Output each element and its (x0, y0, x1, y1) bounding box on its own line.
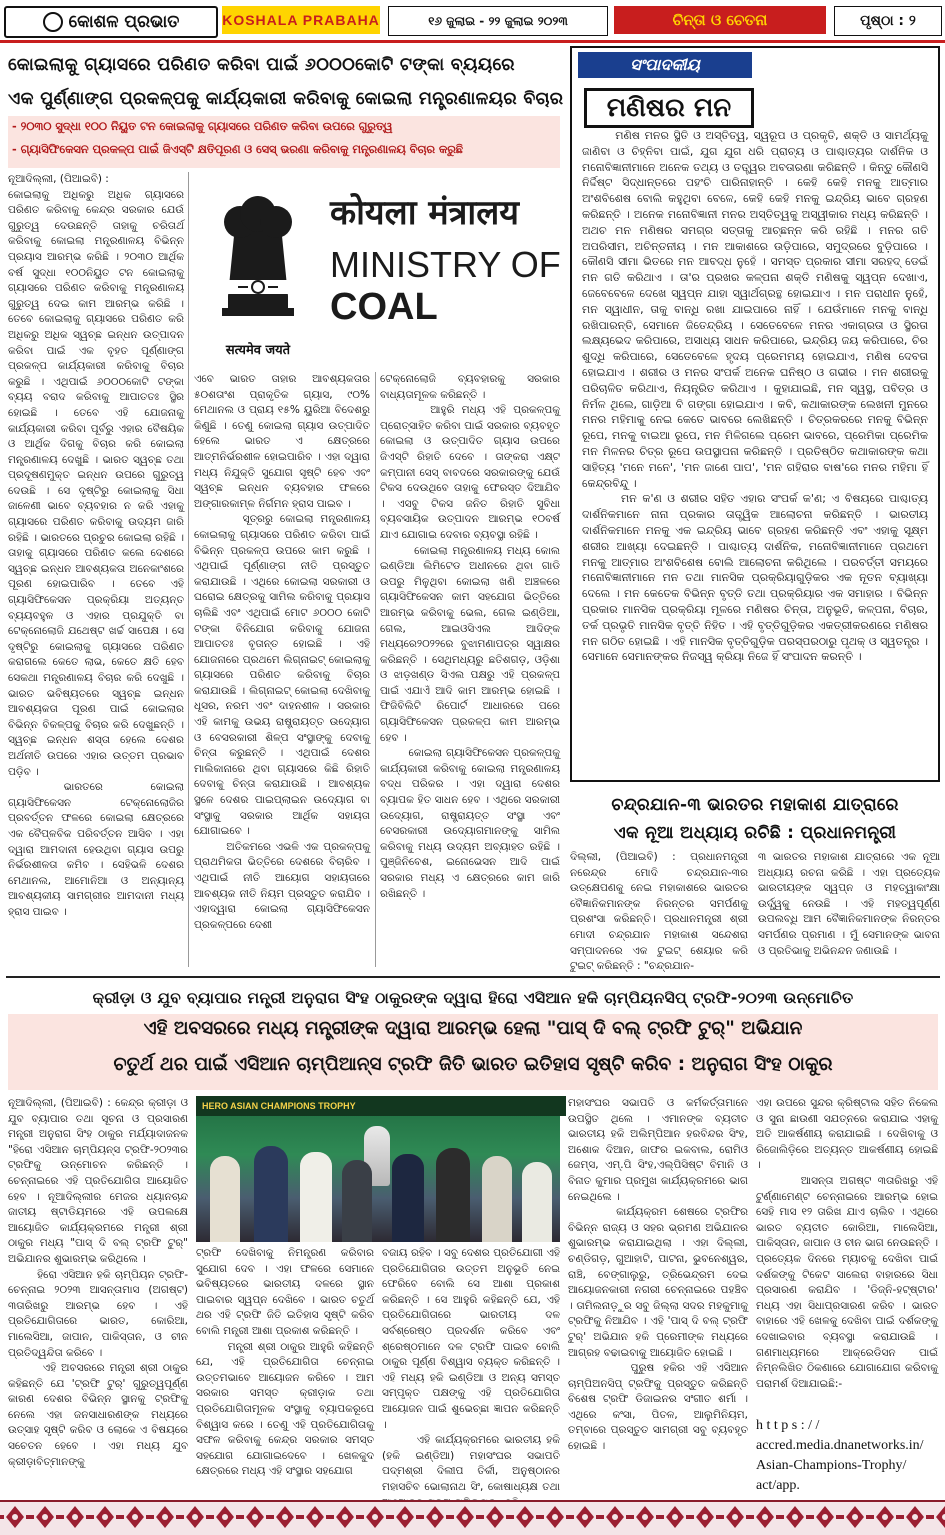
chandrayaan-headline-2: ଏକ ନୂଆ ଅଧ୍ୟାୟ ରଚିଛି : ପ୍ରଧାନମନ୍ତ୍ରୀ (613, 823, 897, 843)
hockey-column-2: ଟ୍ରଫି ଦେଖିବାକୁ ନିମନ୍ତ୍ରଣ କରିବାର ସୁଯୋଗ ଦେବ । ଏହା ଫଳରେ ସେମାନେ ଭବିଷ୍ୟତରେ ଭାରତୀୟ ଦଳରେ ସ୍ଥାନ ପାଇବାର ସ୍ୱପ୍ନ ଦେଖିବେ । ଭାରତ ଚତୁର୍ଥ ଥର ଏହି ଟ୍ରଫି ଜିତି ଇତିହାସ ସୃଷ୍ଟି କରିବ ବୋଲି ମନ୍ତ୍ରୀ ଆଶା ପ୍ରକାଶ କରିଛନ୍ତି । ମନ୍ତ୍ରୀ ଶ୍ରୀ ଠାକୁର ଆହୁରି କହିଛନ୍ତି ଯେ, ଏହି ପ୍ରତିଯୋଗିତା ଚେନ୍ନାଇ ଉତ୍ତମଭାବେ ଆୟୋଜନ କରିବେ । ଆମ ସରକାର ସମସ୍ତ କ୍ରୀଡ଼ାକ ତଥା ପ୍ରତିଯୋଗିତାମୂଳକ ସଂସ୍ଥାକୁ ବ୍ୟାପକରୂପେ ବିଶ୍ୱାସ କରେ । ତେଣୁ ଏହି ପ୍ରତିଯୋଗିତାକୁ ସଫଳ କରିବାକୁ କେନ୍ଦ୍ର ସରକାର ସମସ୍ତ ସହଯୋଗ ଯୋଗାଇଦେବେ । ଖେଳକୁଦ କ୍ଷେତ୍ରରେ ମଧ୍ୟ ଏହି ସଂସ୍ଥାର ସହଯୋଗ (196, 1247, 374, 1478)
lead-bullet-2: - ଗ୍ୟାସିଫିକେସନ ପ୍ରକଳ୍ପ ପାଇଁ ଜିଏସ୍ଟି କ୍ଷତିପୂରଣ ଓ ସେସ୍ ଭରଣା କରିବାକୁ ମନ୍ତ୍ରଣାଳୟ ବିଚାର କରୁଛି (12, 143, 463, 156)
logo-english-line-2: COAL (330, 286, 438, 328)
ashoka-emblem-icon (198, 176, 318, 336)
logo-english-line-1: MINISTRY OF (330, 244, 561, 285)
person-figure (254, 1146, 288, 1242)
border-motif-icon (0, 1502, 945, 1533)
accreditation-link-line: Asian-Champions-Trophy/ (756, 1458, 907, 1473)
person-figure (210, 1156, 240, 1242)
editorial-box (570, 46, 940, 782)
editorial-title: ମଣିଷର ମନ (584, 88, 754, 128)
photo-banner: HERO ASIAN CHAMPIONS TROPHY (196, 1096, 566, 1116)
hockey-column-4: ମହାସଂଘର ସଭାପତି ଓ କର୍ମକର୍ତ୍ତାମାନେ ଉପସ୍ଥିତ ଥିଲେ । ଏମାନଙ୍କ ବ୍ୟତୀତ ଭାରତୀୟ ହକି ଅଲିମ୍ପିଆନ ହରବିନ୍ଦର ସିଂହ, ଅଶୋକ ଦିଆନ, ଜାଫର ଇକବାଲ, ରୋମିଓ ଜେମ୍ସ, ଏମ୍.ପି ସିଂହ,ଏଲ୍‌ପିସିଷ୍ଟ ବିମାନି ଓ ବିନାତ କୁମାର ପ୍ରମୁଖ କାର୍ଯ୍ୟକ୍ରମରେ ଭାଗ ନେଇଥିଲେ । କାର୍ଯ୍ୟକ୍ରମ ଶେଷରେ ଟ୍ରଫିର ବିଭିନ୍ନ ରାଜ୍ୟ ଓ ସହର ଭ୍ରମଣ ଅଭିଯାନର ଶୁଭାରମ୍ଭ କରାଯାଇଥିଲା । ଏହା ଦିଲ୍ଲୀ, ଚଣ୍ଡିଗଡ଼, ଗୁଆହାଟି, ପାଟନା, ଭୁବନେଶ୍ୱର, ରାଞ୍ଚି, ବେଙ୍ଗାଲୁରୁ, ତ୍ରିଭେନ୍ଦ୍ରମ ଦେଇ ଆୟୋଜନକାରୀ ନଗରୀ ଚେନ୍ନାଇରେ ପହଞ୍ଚିବ । ତାମିଲନାଡ଼ୁର ସବୁ ଜିଲ୍ଲା ସଦର ମହକୁମାକୁ ଟ୍ରଫିକୁ ନିଆଯିବ । ଏହି 'ପାସ୍ ଦି ବଲ୍ ଟ୍ରଫି ଟୁର୍' ଅଭିଯାନ ହକି ପ୍ରେମୀଙ୍କ ମଧ୍ୟରେ ଆଗ୍ରହ ବଢାଇବାକୁ ଆୟୋଜିତ ହୋଇଛି । ପୁରୁଷ ହକିର ଏହି ଏସିଆନ ଚାମ୍ପିଅନସିପ୍ ଟ୍ରଫିକୁ ପ୍ରସ୍ତୁତ କରିଛନ୍ତି ବିଶେଷ ଟ୍ରଫି ଡିଜାଇନର ସଂଗୀତ ଶର୍ମା । ଏଥିରେ କଂସା, ପିତଳ, ଆଲୁମିନିୟମ, ତମ୍ବାରେ ପ୍ରସ୍ତୁତ ସାମଗ୍ରୀ ସବୁ ବ୍ୟବହୃତ ହୋଇଛି । (568, 1097, 748, 1453)
lead-bullet-1: - ୨୦୩୦ ସୁଦ୍ଧା ୧୦୦ ନିୟୁତ ଟନ କୋଇଲାକୁ ଗ୍ୟାସରେ ପରିଣତ କରିବା ଉପରେ ଗୁରୁତ୍ୱ (12, 120, 393, 133)
lead-headline-1: କୋଇଲାକୁ ଗ୍ୟାସରେ ପରିଣତ କରିବା ପାଇଁ ୬୦୦୦କୋଟି ଟଙ୍କା ବ୍ୟୟରେ (8, 55, 515, 75)
section-name: ଚିନ୍ତା ଓ ଚେତନା (614, 6, 826, 34)
masthead (0, 0, 945, 43)
decorative-border (0, 1500, 945, 1535)
hockey-headline: କ୍ରୀଡ଼ା ଓ ଯୁବ ବ୍ୟାପାର ମନ୍ତ୍ରୀ ଅନୁରାଗ ସିଂହ ଠାକୁରଙ୍କ ଦ୍ୱାରା ହିରୋ ଏସିଆନ ହକି ଚାମ୍ପିୟନସିପ୍ ଟ୍ରଫି-୨୦୨୩ ଉନ୍ମୋଚିତ (92, 989, 854, 1007)
person-figure (300, 1152, 332, 1242)
person-figure (392, 1154, 424, 1242)
hockey-column-5: ଏହା ଉପରେ ସୁନ୍ଦର କ୍ରିଷ୍ଟାଲ ସହିତ ନିକେଲ ଓ ସୁନା ଛାଉଣୀ ସଯତ୍ନରେ କରାଯାଇ ଏହାକୁ ଅତି ଆକର୍ଷଣୀୟ କରାଯାଇଛି । ଦେଖିବାକୁ ଓ ରିଜୋଲିଡ଼ିରେ ଅତ୍ୟନ୍ତ ଆକର୍ଷଣୀୟ ହୋଇଛି । ଆସନ୍ତା ଅଗଷ୍ଟ ୩ତାରିଖରୁ ଏହି ଟୁର୍ଣ୍ଣାମେଣ୍ଟ ଚେନ୍ନାଇରେ ଆରମ୍ଭ ହୋଇ ସେହି ମାସ ୧୨ ତାରିଖ ଯାଏ ଚାଲିବ । ଏଥିରେ ଭାରତ ବ୍ୟତୀତ କୋରିଆ, ମାଲେସିଆ, ପାକିସ୍ତାନ, ଜାପାନ ଓ ଚୀନ ଭାଗ ନେଉଛନ୍ତି । ପ୍ରତ୍ୟେକ ଦିନରେ ମ୍ୟାଚକୁ ଦେଖିବା ପାଇଁ ଦର୍ଶକଙ୍କୁ ଟିକେଟ ସାଲେରା ବାହାରରେ ସିଧା ପ୍ରସାରଣ କରାଯିବ । 'ଡିଜ୍ନି-ହଟ୍‌ଷ୍ଟାର' ମଧ୍ୟ ଏହା ସିଧାପ୍ରସାରଣ କରିବ । ଭାରତ ବାହାରେ ଏହି ଖେଳକୁ ଦେଖିବା ପାଇଁ ଦର୍ଶକଙ୍କୁ ଦେଖାଇବାର ବ୍ୟବସ୍ଥା କରାଯାଉଛି । ଗଣମାଧ୍ୟମରେ ଆକ୍ରେଡିସନ ପାଇଁ ନିମ୍ନଲିଖିତ ଠିକଣାରେ ଯୋଗାଯୋଗ କରିବାକୁ ପରାମର୍ଶ ଦିଆଯାଇଛି:- (756, 1097, 938, 1390)
lead-article-column-3: ଟେକ୍ନୋଲୋଜି ବ୍ୟବହାରକୁ ସରକାର ବାଧ୍ୟତାମୂଳକ କରିଛନ୍ତି । ଆହୁରି ମଧ୍ୟ ଏହି ପ୍ରକଳ୍ପକୁ ପ୍ରୋତ୍ସାହିତ କରିବା ପାଇଁ ସରକାର ବ୍ୟବହୃତ କୋଇଲା ଓ ଉତ୍ପାଦିତ ଗ୍ୟାସ ଉପରେ ଜିଏସ୍ଟି ରିହାତି ଦେବେ । ତାଙ୍କରା ଏକ୍ଷ୍ଟ କମ୍ପାନୀ ସେସ୍ ବାବଦରେ ସରକାରଙ୍କୁ ଯେଉଁ ଟିକସ ଦେଉଥିବେ ତାହାକୁ ଫେରସ୍ତ ଦିଆଯିବ । ଏସବୁ ଟିକସ ଜନିତ ରିହାତି ସୁବିଧା ବ୍ୟବସାୟିକ ଉତ୍ପାଦନ ଆରମ୍ଭ ୧୦ବର୍ଷ ଯାଏ ଯୋଗାଇ ଦେବାର ବ୍ୟବସ୍ଥା ରହିଛି । କୋଇଲା ମନ୍ତ୍ରଣାଳୟ ମଧ୍ୟ କୋଲ ଇଣ୍ଡିଆ ଲିମିଟେଡ ଅଧୀନରେ ଥିବା ଗାଡି ଉପରୁ ମିଳୁଥିବା କୋଇଲା ଖଣି ଅଞ୍ଚଳରେ ଗ୍ୟାସିଫିକେସନ କାମ ସହଯୋଗ ଭିତ୍ତିରେ ଆରମ୍ଭ କରିବାକୁ ଭେଲ, ଗେଲ ଇଣ୍ଡିଆ, ଗେଲ, ଆଇଓସିଏଲ ଆଦିଙ୍କ ମଧ୍ୟରେ୨୦୨୨ରେ ବୁଝାମଣାପତ୍ର ସ୍ୱାକ୍ଷର କରିଛନ୍ତି । ସେଥିମଧ୍ୟରୁ ଛତିଶଗଡ଼, ଓଡ଼ିଶା ଓ ଝାଡ଼ଖଣ୍ଡ ସିଏଲ ପକ୍ଷରୁ ଏହି ପ୍ରକଳ୍ପ ପାଇଁ ଏଯାଏଁ ଆଦି କାମ ଆରମ୍ଭ ହୋଇଛି । ଫିଜିବିଲିଟି ରିପୋର୍ଟ ଆଧାରରେ ପରେ ଗ୍ୟାସିଫିକେସନ ପ୍ରକଳ୍ପ କାମ ଆରମ୍ଭ ହେବ । କୋଇଲା ଗ୍ୟାସିଫିକେସନ ପ୍ରକଳ୍ପକୁ କାର୍ଯ୍ୟକାରୀ କରିବାକୁ କୋଇଲା ମନ୍ତ୍ରଣାଳୟ ବଦ୍ଧ ପରିକର । ଏହା ଦ୍ୱାରା ଦେଶର ବ୍ୟାପକ ହିତ ସାଧନ ହେବ । ଏଥିରେ ସରକାରୀ ଉଦ୍ୟୋଗ, ରାଷ୍ଟ୍ରାୟତ୍ତ ସଂସ୍ଥା ଏବଂ ବେସରକାରୀ ଉଦ୍ୟୋଗମାନଙ୍କୁ ସାମିଲ କରିବାକୁ ମଧ୍ୟ ଉଦ୍ୟମ ଅବ୍ୟାହତ ରହିଛି । ପୁଞ୍ଜିନିବେଶ, ଇନୋଭେସନ ଆଦି ପାଇଁ ସରକାର ମଧ୍ୟ ଏ କ୍ଷେତ୍ରରେ କାମ ଜାରି ରଖିଛନ୍ତି । (380, 373, 560, 900)
person-figure (522, 1162, 552, 1242)
person-figure (342, 1160, 372, 1242)
issue-date: ୧୬ ଜୁଲାଇ - ୨୨ ଜୁଲାଇ ୨୦୨୩ (388, 6, 608, 36)
english-title: KOSHALA PRABAHA (222, 6, 380, 34)
section-divider (6, 976, 940, 978)
newspaper-logo: କୋଶଳ ପ୍ରଭାତ (4, 6, 218, 38)
logo-icon (43, 12, 63, 32)
column-divider (188, 172, 189, 967)
lead-bullets (8, 116, 560, 168)
person-figure (482, 1156, 512, 1242)
ministry-of-coal-logo (190, 172, 562, 368)
accreditation-link-line: h t t p s : / / (756, 1418, 820, 1433)
lead-headline-2: ଏକ ପୁର୍ଣ୍ଣାଙ୍ଗ ପ୍ରକଳ୍ପକୁ କାର୍ଯ୍ୟକାରୀ କରିବାକୁ କୋଇଲା ମନ୍ତ୍ରଣାଳୟର ବିଚାର (8, 89, 564, 109)
hockey-subheadline-2: ଚତୁର୍ଥ ଥର ପାଇଁ ଏସିଆନ ଚାମ୍ପିଆନ୍ସ ଟ୍ରଫି ଜିତି ଭାରତ ଇତିହାସ ସୃଷ୍ଟି କରିବ : ଅନୁରାଗ ସିଂହ ଠାକୁର (113, 1054, 833, 1075)
lead-article-column-1: ନୂଆଦିଲ୍ଲୀ, (ପିଆଇବି) : କୋଇଲାକୁ ଅଧିକରୁ ଅଧିକ ଗ୍ୟାସରେ ପରିଣତ କରିବାକୁ କେନ୍ଦ୍ର ସରକାର ଯେଉଁ ଗୁରୁତ୍ୱ ଦେଉଛନ୍ତି ତାହାକୁ ଚରିତାର୍ଥ କରିବାକୁ କୋଇଲା ମନ୍ତ୍ରଣାଳୟ ବିଭିନ୍ନ ପ୍ରୟାସ ଆରମ୍ଭ କରିଛି । ୨୦୩୦ ଆର୍ଥିକ ବର୍ଷ ସୁଦ୍ଧା ୧୦୦ନିୟୁତ ଟନ କୋଇଲାକୁ ଗ୍ୟାସରେ ପରିଣତ କରିବାକୁ ମନ୍ତ୍ରଣାଳୟ ଗୁରୁତ୍ୱ ଦେଇ କାମ ଆରମ୍ଭ କରିଛି । ତେବେ କୋଇଲାକୁ ଗ୍ୟାସରେ ପରିଣତ କରି ଅଧିକରୁ ଅଧିକ ସ୍ୱଚ୍ଛ ଇନ୍ଧନ ଉତ୍ପାଦନ କରିବା ପାଇଁ ଏକ ବୃହତ ପୂର୍ଣ୍ଣାଙ୍ଗ ପ୍ରକଳ୍ପ କାର୍ଯ୍ୟକାରୀ କରିବାକୁ ବିଚାର କରୁଛି । ଏଥିପାଇଁ ୬୦୦୦କୋଟି ଟଙ୍କା ବ୍ୟୟ ବରାଦ କରିବାକୁ ଆପାତତଃ ସ୍ଥିର ହୋଇଛି । ତେବେ ଏହି ଯୋଜନାକୁ କାର୍ଯ୍ୟକାରୀ କରିବା ପୂର୍ବରୁ ଏହାର ବୈଷୟିକ ଓ ଆର୍ଥିକ ଦିଗକୁ ବିଚାର କରି କୋଇଲା ମନ୍ତ୍ରଣାଳୟ ଦେଖୁଛି । ଭାରତ ସ୍ୱଚ୍ଛ ତଥା ପ୍ରଦୂଷଣମୁକ୍ତ ଇନ୍ଧନ ଉପରେ ଗୁରୁତ୍ୱ ଦେଉଛି । ସେ ଦୃଷ୍ଟିରୁ କୋଇଲାକୁ ସିଧା ଜାଳେଣୀ ଭାବେ ବ୍ୟବହାର ନ କରି ଏହାକୁ ଗ୍ୟାସରେ ପରିଣତ କରିବାକୁ ଉଦ୍ୟମ ଜାରି ରହିଛି । ଭାରତରେ ପ୍ରଚୁର କୋଇଲା ରହିଛି । ତାହାକୁ ଗ୍ୟାସରେ ପରିଣତ କଲେ ଦେଶରେ ସ୍ୱଚ୍ଛ ଇନ୍ଧନ ଆବଶ୍ୟକତା ଅନେକାଂଶରେ ପୂରଣ ହୋଇପାରିବ । ତେବେ ଏହି ଗ୍ୟାସିଫିକେସନ ପ୍ରକ୍ରିୟା ଅତ୍ୟନ୍ତ ବ୍ୟୟବହୁଳ ଓ ଏହାର ପ୍ରଯୁକ୍ତି ବା ଟେକ୍ନୋଲୋଜି ଯଥେଷ୍ଟ ଖର୍ଚ୍ଚ ସାପେକ୍ଷ । ସେ ଦୃଷ୍ଟିରୁ କୋଇଲାକୁ ଗ୍ୟାସରେ ପରିଣତ କରାଗଲେ କେତେ ଲାଭ, କେତେ କ୍ଷତି ହେବ ସେକଥା ମନ୍ତ୍ରଣାଳୟ ବିଚାର କରି ଦେଖୁଛି । ଭାରତ ଭବିଷ୍ୟତରେ ସ୍ୱଚ୍ଛ ଇନ୍ଧନ ଆବଶ୍ୟକତା ପୂରଣ ପାଇଁ କୋଇଲାର ବିଭିନ୍ନ ବିକଳ୍ପକୁ ବିଚାର କରି ଦେଖୁଛନ୍ତି । ସ୍ୱଚ୍ଛ ଇନ୍ଧନ ଶସ୍ତା ହେଲେ ଦେଶର ଅର୍ଥନୀତି ଉପରେ ଏହାର ଉତ୍ତମ ପ୍ରଭାବ ପଡ଼ିବ । ଭାରତରେ କୋଇଲା ଗ୍ୟାସିଫିକେସନ ଟେକ୍ନୋଲୋଜିର ପ୍ରବର୍ତ୍ତନ ଫଳରେ କୋଇଲା କ୍ଷେତ୍ରରେ ଏକ ବୈପ୍ଳବିକ ପରିବର୍ତ୍ତନ ଆସିବ । ଏହା ଦ୍ୱାରା ଆମଦାନୀ ହେଉଥିବା ଗ୍ୟାସ ଉପରୁ ନିର୍ଭରଶୀଳତା କମିବ । ସେହିଭଳି ଦେଶର ମେଥାନଲ, ଆମୋନିଆ ଓ ଅନ୍ୟାନ୍ୟ ଆବଶ୍ୟକୀୟ ସାମଗ୍ରୀର ଆମଦାନୀ ମଧ୍ୟ ହ୍ରାସ ପାଇବ । (8, 173, 184, 918)
person-figure (436, 1148, 470, 1242)
lead-article-column-2: ଏବେ ଭାରତ ତାହାର ଆବଶ୍ୟକତାର ୫୦ଶତାଂଶ ପ୍ରାକୃତିକ ଗ୍ୟାସ, ୯୦% ମେଥାନଲ ଓ ପ୍ରାୟ ୧୫% ୟୁରିଆ ବିଦେଶରୁ କିଣୁଛି । ତେଣୁ କୋଇଲା ଗ୍ୟାସ ଉତ୍ପାଦିତ ହେଲେ ଭାରତ ଏ କ୍ଷେତ୍ରରେ ଆତ୍ମନିର୍ଭରଶୀଳ ହୋଇପାରିବ । ଏହା ଦ୍ୱାରା ମଧ୍ୟ ନିଯୁକ୍ତି ସୁଯୋଗ ସୃଷ୍ଟି ହେବ ଏବଂ ସ୍ୱଚ୍ଛ ଇନ୍ଧନ ବ୍ୟବହାର ଫଳରେ ଅଙ୍ଗାରକାମ୍ଳ ନିର୍ଗମନ ହ୍ରାସ ପାଇବ । ସୂତ୍ରରୁ କୋଇଲା ମନ୍ତ୍ରଣାଳୟ କୋଇଲାକୁ ଗ୍ୟାସରେ ପରିଣତ କରିବା ପାଇଁ ବିଭିନ୍ନ ପ୍ରକଳ୍ପ ଉପରେ କାମ କରୁଛି । ଏଥିପାଇଁ ପୂର୍ଣ୍ଣାଙ୍ଗ ନୀତି ପ୍ରସ୍ତୁତ କରାଯାଉଛି । ଏଥିରେ କୋଇଲା ସରକାରୀ ଓ ଘରୋଇ କ୍ଷେତ୍ରକୁ ସାମିଲ କରିବାକୁ ପ୍ରୟାସ ଚାଲିଛି ଏବଂ ଏଥିପାଇଁ ମୋଟ ୬୦୦୦ କୋଟି ଟଙ୍କା ବିନିଯୋଗ କରିବାକୁ ଯୋଜନା ଆପାତତଃ ବୃତାନ୍ତ ହୋଇଛି । ଏହି ଯୋଜନାରେ ପ୍ରଥମେ ଲିଗ୍ନାଇଟ୍ କୋଇଲାକୁ ଗ୍ୟାସରେ ପରିଣତ କରିବାକୁ ବିଚାର କରାଯାଉଛି । ଲିଗ୍ନାଇଟ୍ କୋଇଲା ଦେଖିବାକୁ ଧୂସର, ନରମ ଏବଂ ଦାହନଶୀଳ । ସରକାର ଏହି କାମକୁ ଉଭୟ ରାଷ୍ଟ୍ରାୟତ୍ତ ଉଦ୍ୟୋଗ ଓ ବେସରକାରୀ ଶିଳ୍ପ ସଂସ୍ଥାଙ୍କୁ ଦେବାକୁ ଚିନ୍ତା କରୁଛନ୍ତି । ଏଥିପାଇଁ ଦେଶର ମାଲିକାନାରେ ଥିବା ଗ୍ୟାସରେ କିଛି ରିହାତି ଦେବାକୁ ଚିନ୍ତା କରାଯାଉଛି । ଆବଶ୍ୟକ ସ୍ଥଳେ ଦେଶର ପାଇପ୍‌ଲାଇନ ଉଦ୍ୟୋଗ ବା ସଂସ୍ଥାକୁ ସରକାର ଆର୍ଥିକ ସହାୟତା ଯୋଗାଇବେ । ଅତିକମରେ ଏଭଳି ଏକ ପ୍ରକଳ୍ପକୁ ପ୍ରାଥମିକତା ଭିତ୍ତିରେ ଦେଶରେ ବିଚାରିବ । ଏଥିପାଇଁ ନୀତି ଆୟୋଗ ସହାୟତାରେ ଆବଶ୍ୟକ ନୀତି ନିୟମ ପ୍ରସ୍ତୁତ କରାଯିବ । ଏହାଦ୍ୱାରା କୋଇଲା ଗ୍ୟାସିଫିକେସନ ପ୍ରକଳ୍ପରେ ଦେଶୀ (194, 373, 370, 931)
logo-hindi-title: कोयला मंत्रालय (330, 193, 520, 233)
chandrayaan-column-1: ଦିଲ୍ଲୀ, (ପିଆଇବି) : ପ୍ରଧାନମନ୍ତ୍ରୀ ନରେନ୍ଦ୍ର ମୋଦି ଚନ୍ଦ୍ରଯାନ-୩ର ଉତ୍କ୍ଷେପଣକୁ ନେଇ ମହାକାଶରେ ଭାରତର ବୈଜ୍ଞାନିକମାନଙ୍କ ନିରନ୍ତର ସମର୍ପଣକୁ ପ୍ରଶଂସା କରିଛନ୍ତି। ପ୍ରଧାନମନ୍ତ୍ରୀ ଶ୍ରୀ ମୋଦୀ ଚନ୍ଦ୍ରଯାନ ମହାକାଶ ସନ୍ଦେଶରା ସମ୍ପାଦନରେ ଏକ ଟୁଇଟ୍ ଶେୟାର କରି ଟୁଇଟ୍ କରିଛନ୍ତି : "ଚନ୍ଦ୍ରଯାନ- (570, 851, 752, 973)
hockey-subheadline-band (8, 1014, 938, 1090)
hockey-column-1: ନୂଆଦିଲ୍ଲୀ, (ପିଆଇବି) : କେନ୍ଦ୍ର କ୍ରୀଡ଼ା ଓ ଯୁବ ବ୍ୟାପାର ତଥା ସୂଚନା ଓ ପ୍ରସାରଣ ମନ୍ତ୍ରୀ ଅନୁରାଗ ସିଂହ ଠାକୁର ମର୍ଯ୍ୟାଦାଜନକ "ହିରୋ ଏସିଆନ ଚାମ୍ପିୟନ୍ସ ଟ୍ରଫି-୨୦୨୩ର ଟ୍ରଫିକୁ ଉନ୍ମୋଚନ କରିଛନ୍ତି । ଚେନ୍ନାଇରେ ଏହି ପ୍ରତିଯୋଗିତା ଆୟୋଜିତ ହେବ । ନୂଆଦିଲ୍ଲୀର ମେଜର ଧ୍ୟାନଚାନ୍ଦ ଜାତୀୟ ଷ୍ଟାଡିୟମରେ ଏହି ଉପଲକ୍ଷେ ଆୟୋଜିତ କାର୍ଯ୍ୟକ୍ରମରେ ମନ୍ତ୍ରୀ ଶ୍ରୀ ଠାକୁର ମଧ୍ୟ "ପାସ୍ ଦି ବଲ୍ ଟ୍ରଫି ଟୁର୍" ଅଭିଯାନର ଶୁଭାରମ୍ଭ କରିଥିଲେ । ହିରୋ ଏସିଆନ ହକି ଚାମ୍ପିୟନ ଟ୍ରଫି-ଚେନ୍ନାଇ ୨୦୨୩ ଆସନ୍ତାମାସ (ଅଗଷ୍ଟ) ୩ତାରିଖରୁ ଆରମ୍ଭ ହେବ । ଏହି ପ୍ରତିଯୋଗିତାରେ ଭାରତ, କୋରିଆ, ମାଲେସିଆ, ଜାପାନ, ପାକିସ୍ତାନ, ଓ ଚୀନ ପ୍ରତିଦ୍ୱନ୍ଦିତା କରିବେ । ଏହି ଅବସରରେ ମନ୍ତ୍ରୀ ଶ୍ରୀ ଠାକୁର କହିଛନ୍ତି ଯେ 'ଟ୍ରଫି ଟୁର୍' ଗୁରୁତ୍ୱପୂର୍ଣ୍ଣ କାରଣ ଦେଶର ବିଭିନ୍ନ ସ୍ଥାନକୁ ଟ୍ରଫିକୁ ନେଲେ ଏହା ଜନସାଧାରଣଙ୍କ ମଧ୍ୟରେ ଉତ୍ସାହ ସୃଷ୍ଟି କରିବ ଓ ଲୋକେ ଏ ବିଷୟରେ ସଚେତନ ହେବେ । ଏହା ମଧ୍ୟ ଯୁବ କ୍ରୀଡ଼ାବିତ୍‌ମାନଙ୍କୁ (8, 1097, 188, 1468)
page-number: ପୃଷ୍ଠା : ୨ (834, 6, 942, 36)
accreditation-link-line: accred.media.dnanetworks.in/ (756, 1438, 924, 1453)
trophy-unveiling-photo (196, 1096, 560, 1242)
chandrayaan-headline-1: ଚନ୍ଦ୍ରଯାନ-୩ ଭାରତର ମହାକାଶ ଯାତ୍ରାରେ (611, 795, 899, 815)
hockey-column-3: ବଜାୟ ରହିବ । ସବୁ ଦେଶର ପ୍ରତିଯୋଗୀ ଏହି ପ୍ରତିଯୋଗିତାର ଉତ୍ତମ ଅନୁଭୂତି ନେଇ ଫେରିବେ ବୋଲି ସେ ଆଶା ପ୍ରକାଶ କରିଛନ୍ତି । ସେ ଆହୁରି କହିଛନ୍ତି ଯେ, ଏହି ପ୍ରତିଯୋଗିତାରେ ଭାରତୀୟ ଦଳ ସର୍ବଶ୍ରେଷ୍ଠ ପ୍ରଦର୍ଶନ କରିବେ ଏବଂ ଶ୍ରେଷ୍ଠମାନେ ଦଳ ଟ୍ରଫି ପାଇବ ବୋଲି ଠାକୁର ପୂର୍ଣ୍ଣ ବିଶ୍ୱାସ ବ୍ୟକ୍ତ କରିଛନ୍ତି । ଏହି ମଧ୍ୟ ହକି ଇଣ୍ଡିଆ ଓ ଅନ୍ୟ ସମସ୍ତ ସମ୍ପୃକ୍ତ ପକ୍ଷଙ୍କୁ ଏହି ପ୍ରତିଯୋଗିତା ଆୟୋଜନ ପାଇଁ ଶୁଭେଚ୍ଛା ଜ୍ଞାପନ କରିଛନ୍ତି । ଏହି କାର୍ଯ୍ୟକ୍ରମରେ ଭାରତୀୟ ହକି (ହକି ଇଣ୍ଡିଆ) ମହାସଂଘର ସଭାପତି ପଦ୍ମଶ୍ରୀ ଦିଲୀପ ତିର୍କୀ, ଅନୁଷ୍ଠାନର ମହାସଚିବ ଭୋଲାନାଥ ସିଂ, କୋଷାଧ୍ୟକ୍ଷ ତଥା (382, 1247, 560, 1493)
emblem-motto: सत्यमेव जयते (225, 343, 291, 358)
editorial-body: ମଣିଷ ମନର ସ୍ଥିତି ଓ ଅସ୍ତିତ୍ୱ, ସ୍ୱରୂପ ଓ ପ୍ରକୃତି, ଶକ୍ତି ଓ ସାମର୍ଥ୍ୟକୁ ଜାଣିବା ଓ ଚିହ୍ନିବା ପାଇଁ, ଯୁଗ ଯୁଗ ଧରି ପ୍ରାଚ୍ୟ ଓ ପାଶ୍ଚାତ୍ୟର ଦାର୍ଶନିକ ଓ ମନୋବିଜ୍ଞାନୀମାନେ ଅନେକ ତଥ୍ୟ ଓ ତତ୍ତ୍ୱର ଅବତାରଣା କରିଛନ୍ତି । କିନ୍ତୁ କୌଣସି ନିର୍ଦ୍ଦିଷ୍ଟ ସିଦ୍ଧାନ୍ତରେ ପହଂଚି ପାରିନାହାନ୍ତି । କେହି କେହି ମନକୁ ଆତ୍ମାର ଅଂଶବିଶେଷ ବୋଲି କହୁଥିବା ବେଳେ, କେହି କେହି ମନକୁ ଇନ୍ଦ୍ରିୟ ଭାବେ ଗ୍ରହଣ କରିଛନ୍ତି । ଅନେକ ମନୋବିଜ୍ଞାନୀ ମନର ଅସ୍ତିତ୍ୱକୁ ଅସ୍ୱୀକାର ମଧ୍ୟ କରିଛନ୍ତି । ଅଥଚ ମନ ମଣିଷର ସମଗ୍ର ସତ୍ତାକୁ ଆଚ୍ଛନ୍ନ କରି ରହିଛି । ମନର ଗତି ଅପରିସୀମ, ଅଚିନ୍ତନୀୟ । ମନ ଆକାଶରେ ଉଡ଼ିପାରେ, ସମୁଦ୍ରରେ ବୁଡ଼ିପାରେ । କୌଣସି ସୀମା ଭିତରେ ମନ ଆବଦ୍ଧ ନୁହେଁ । ସମସ୍ତ ପ୍ରକାର ସୀମା ସରହଦ୍ ଡେଇଁ ମନ ଗତି କରିଥାଏ । ତା'ର ପ୍ରଖର କଳ୍ପନା ଶକ୍ତି ମଣିଷକୁ ସ୍ୱପ୍ନ ଦେଖାଏ, ଜେବେବେଳେ ଦେଖେ ସ୍ୱପ୍ନ ଯାହା ସ୍ୱାର୍ଥଗ୍ରନ୍ଥ ହୋଇଯାଏ । ମନ ପରାଧୀନ ନୁହେଁ, ମନ ସ୍ୱାଧୀନ, ତାକୁ ବାନ୍ଧି ରଖା ଯାଇପାରେ ନାହିଁ । ଯେଉଁମାନେ ମନକୁ ବାନ୍ଧି ରଖିପାରନ୍ତି, ସେମାନେ ଜିତେନ୍ଦ୍ରିୟ । ସେତେବେଳେ ମନର ଏକାଗ୍ରତା ଓ ସ୍ଥିରତା ଲକ୍ଷ୍ୟଭେଦ କରିପାରେ, ଅସାଧ୍ୟ ସାଧନ କରିପାରେ, ଇନ୍ଦ୍ରିୟ ଜୟ କରିପାରେ, ଚିର ଶୁଦ୍ଧି କରିପାରେ, ସେତେବେଳେ ହୃଦୟ ପ୍ରେମମୟ ହୋଇଯାଏ, ମଣିଷ ଦେବତା ହୋଇଯାଏ । ଶରୀର ଓ ମନର ସଂପର୍କ ଅନେକ ଘନିଷ୍ଠ ଓ ଗଭୀର । ମନ ଶରୀରକୁ ପରିଚାଳିତ କରିଥାଏ, ନିୟନ୍ତ୍ରିତ କରିଥାଏ । କୁହାଯାଇଛି, ମନ ସ୍ୱସ୍ଥ, ପବିତ୍ର ଓ ନିର୍ମଳ ଥିଲେ, ଗାଡ଼ିଆ ବି ଗଙ୍ଗା ହୋଇଯାଏ । କବି, କଥାକାରଙ୍କ ଲେଖନୀ ମୁନରେ ମନର ମହିମାକୁ ନେଇ କେତେ ଭାବରେ ଲେଖିଛନ୍ତି । ଚିତ୍ରକରରେ ମନକୁ ବିଭିନ୍ନ ରୂପେ, ମନକୁ ବାଇଆ ରୂପେ, ମନ ମିଳିଗଲେ ପ୍ରେମ ଭାବରେ, ପ୍ରେମିକା ପ୍ରେମିକ ମନ ମିଳନର ଚିତ୍ର ରୂପେ ଉପସ୍ଥାପନା କରିଛନ୍ତି । ପ୍ରତିଷ୍ଠିତ କଥାକାରଙ୍କ କଥା ସାହିତ୍ୟ 'ମନେ ମନେ', 'ମନ ଜାଣେ ପାପ', 'ମନ ଗହିରାର ବାଷ'ରେ ମନର ମହିମା ହିଁ କେନ୍ଦ୍ରବିନ୍ଦୁ । ମନ କ'ଣ ଓ ଶରୀର ସହିତ ଏହାର ସଂପର୍କ କ'ଣ; ଏ ବିଷୟରେ ପାଶ୍ଚାତ୍ୟ ଦାର୍ଶନିକମାନେ ନାନା ପ୍ରକାର ତାତ୍ତ୍ୱିକ ଆଲୋଚନା କରିଛନ୍ତି । ଭାରତୀୟ ଦାର୍ଶନିକମାନେ ମନକୁ ଏକ ଇନ୍ଦ୍ରିୟ ଭାବେ ଗ୍ରହଣ କରିଛନ୍ତି ଏବଂ ଏହାକୁ ସୂକ୍ଷ୍ମ ଶରୀର ଆଖ୍ୟା ଦେଇଛନ୍ତି । ପାଶ୍ଚାତ୍ୟ ଦାର୍ଶନିକ, ମନୋବିଜ୍ଞାନୀମାନେ ପ୍ରଥମେ ମନକୁ ଆତ୍ମାର ଅଂଶବିଶେଷ ବୋଲି ଆଲୋଚନା କରିଥିଲେ । ପରବର୍ତ୍ତୀ ସମୟରେ ମନୋବିଜ୍ଞାନୀମାନେ ମନ ତଥା ମାନସିକ ପ୍ରକ୍ରିୟାଗୁଡ଼ିକର ଏକ ନୂତନ ବ୍ୟାଖ୍ୟା ଦେଲେ । ମନ କେତେକ ବିଭିନ୍ନ ବୃତ୍ତି ତଥା ପ୍ରକ୍ରିୟାର ଏକ ସମାହାର । ବିଭିନ୍ନ ପ୍ରକାର ମାନସିକ ପ୍ରକ୍ରିୟା ମୂଳରେ ମଣିଷର ଚିନ୍ତା, ଅନୁଭୂତି, କଳ୍ପନା, ବିଚାର, ତର୍କ ପ୍ରଭୃତି ମାନସିକ ବୃତ୍ତି ନିହିତ । ଏହି ବୃତ୍ତିଗୁଡ଼ିକର ଏକତ୍ରୀକରଣରେ ମଣିଷର ମନ ଗଠିତ ହୋଇଛି । ଏହି ମାନସିକ ବୃତ୍ତିଗୁଡ଼ିକ ପରସ୍ପରଠାରୁ ପୃଥକ୍ ଓ ସ୍ୱତନ୍ତ୍ର । ସେମାନେ ସେମାନଙ୍କର ନିଜସ୍ୱ କ୍ରିୟା ନିଜେ ହିଁ ସଂପାଦନ କରନ୍ତି । (582, 129, 928, 664)
column-divider (375, 372, 376, 967)
editorial-banner: ସଂପାଦକୀୟ (578, 52, 752, 78)
hockey-subheadline-1: ଏହି ଅବସରରେ ମଧ୍ୟ ମନ୍ତ୍ରୀଙ୍କ ଦ୍ୱାରା ଆରମ୍ଭ ହେଲା "ପାସ୍ ଦି ବଲ୍ ଟ୍ରଫି ଟୁର୍" ଅଭିଯାନ (143, 1018, 803, 1039)
chandrayaan-column-2: ୩ ଭାରତର ମହାକାଶ ଯାତ୍ରାରେ ଏକ ନୂଆ ଅଧ୍ୟାୟ ରଚନା କରିଛି । ଏହା ପ୍ରତ୍ୟେକ ଭାରତୀୟଙ୍କ ସ୍ୱପ୍ନ ଓ ମହତ୍ୱାକାଂକ୍ଷା ଉର୍ଦ୍ଧ୍ୱକୁ ନେଉଛି । ଏହି ମହତ୍ୱପୂର୍ଣ୍ଣ ଉପଲବ୍ଧି ଆମ ବୈଜ୍ଞାନିକମାନଙ୍କ ନିରନ୍ତର ସମର୍ପଣର ପ୍ରମାଣ । ମୁଁ ସେମାନଙ୍କ ଭାବନା ଓ ପ୍ରତିଭାକୁ ଅଭିନନ୍ଦନ ଜଣାଉଛି । (758, 851, 944, 957)
accreditation-link[interactable] (756, 1416, 940, 1498)
accreditation-link-line: act/app. (756, 1478, 800, 1493)
